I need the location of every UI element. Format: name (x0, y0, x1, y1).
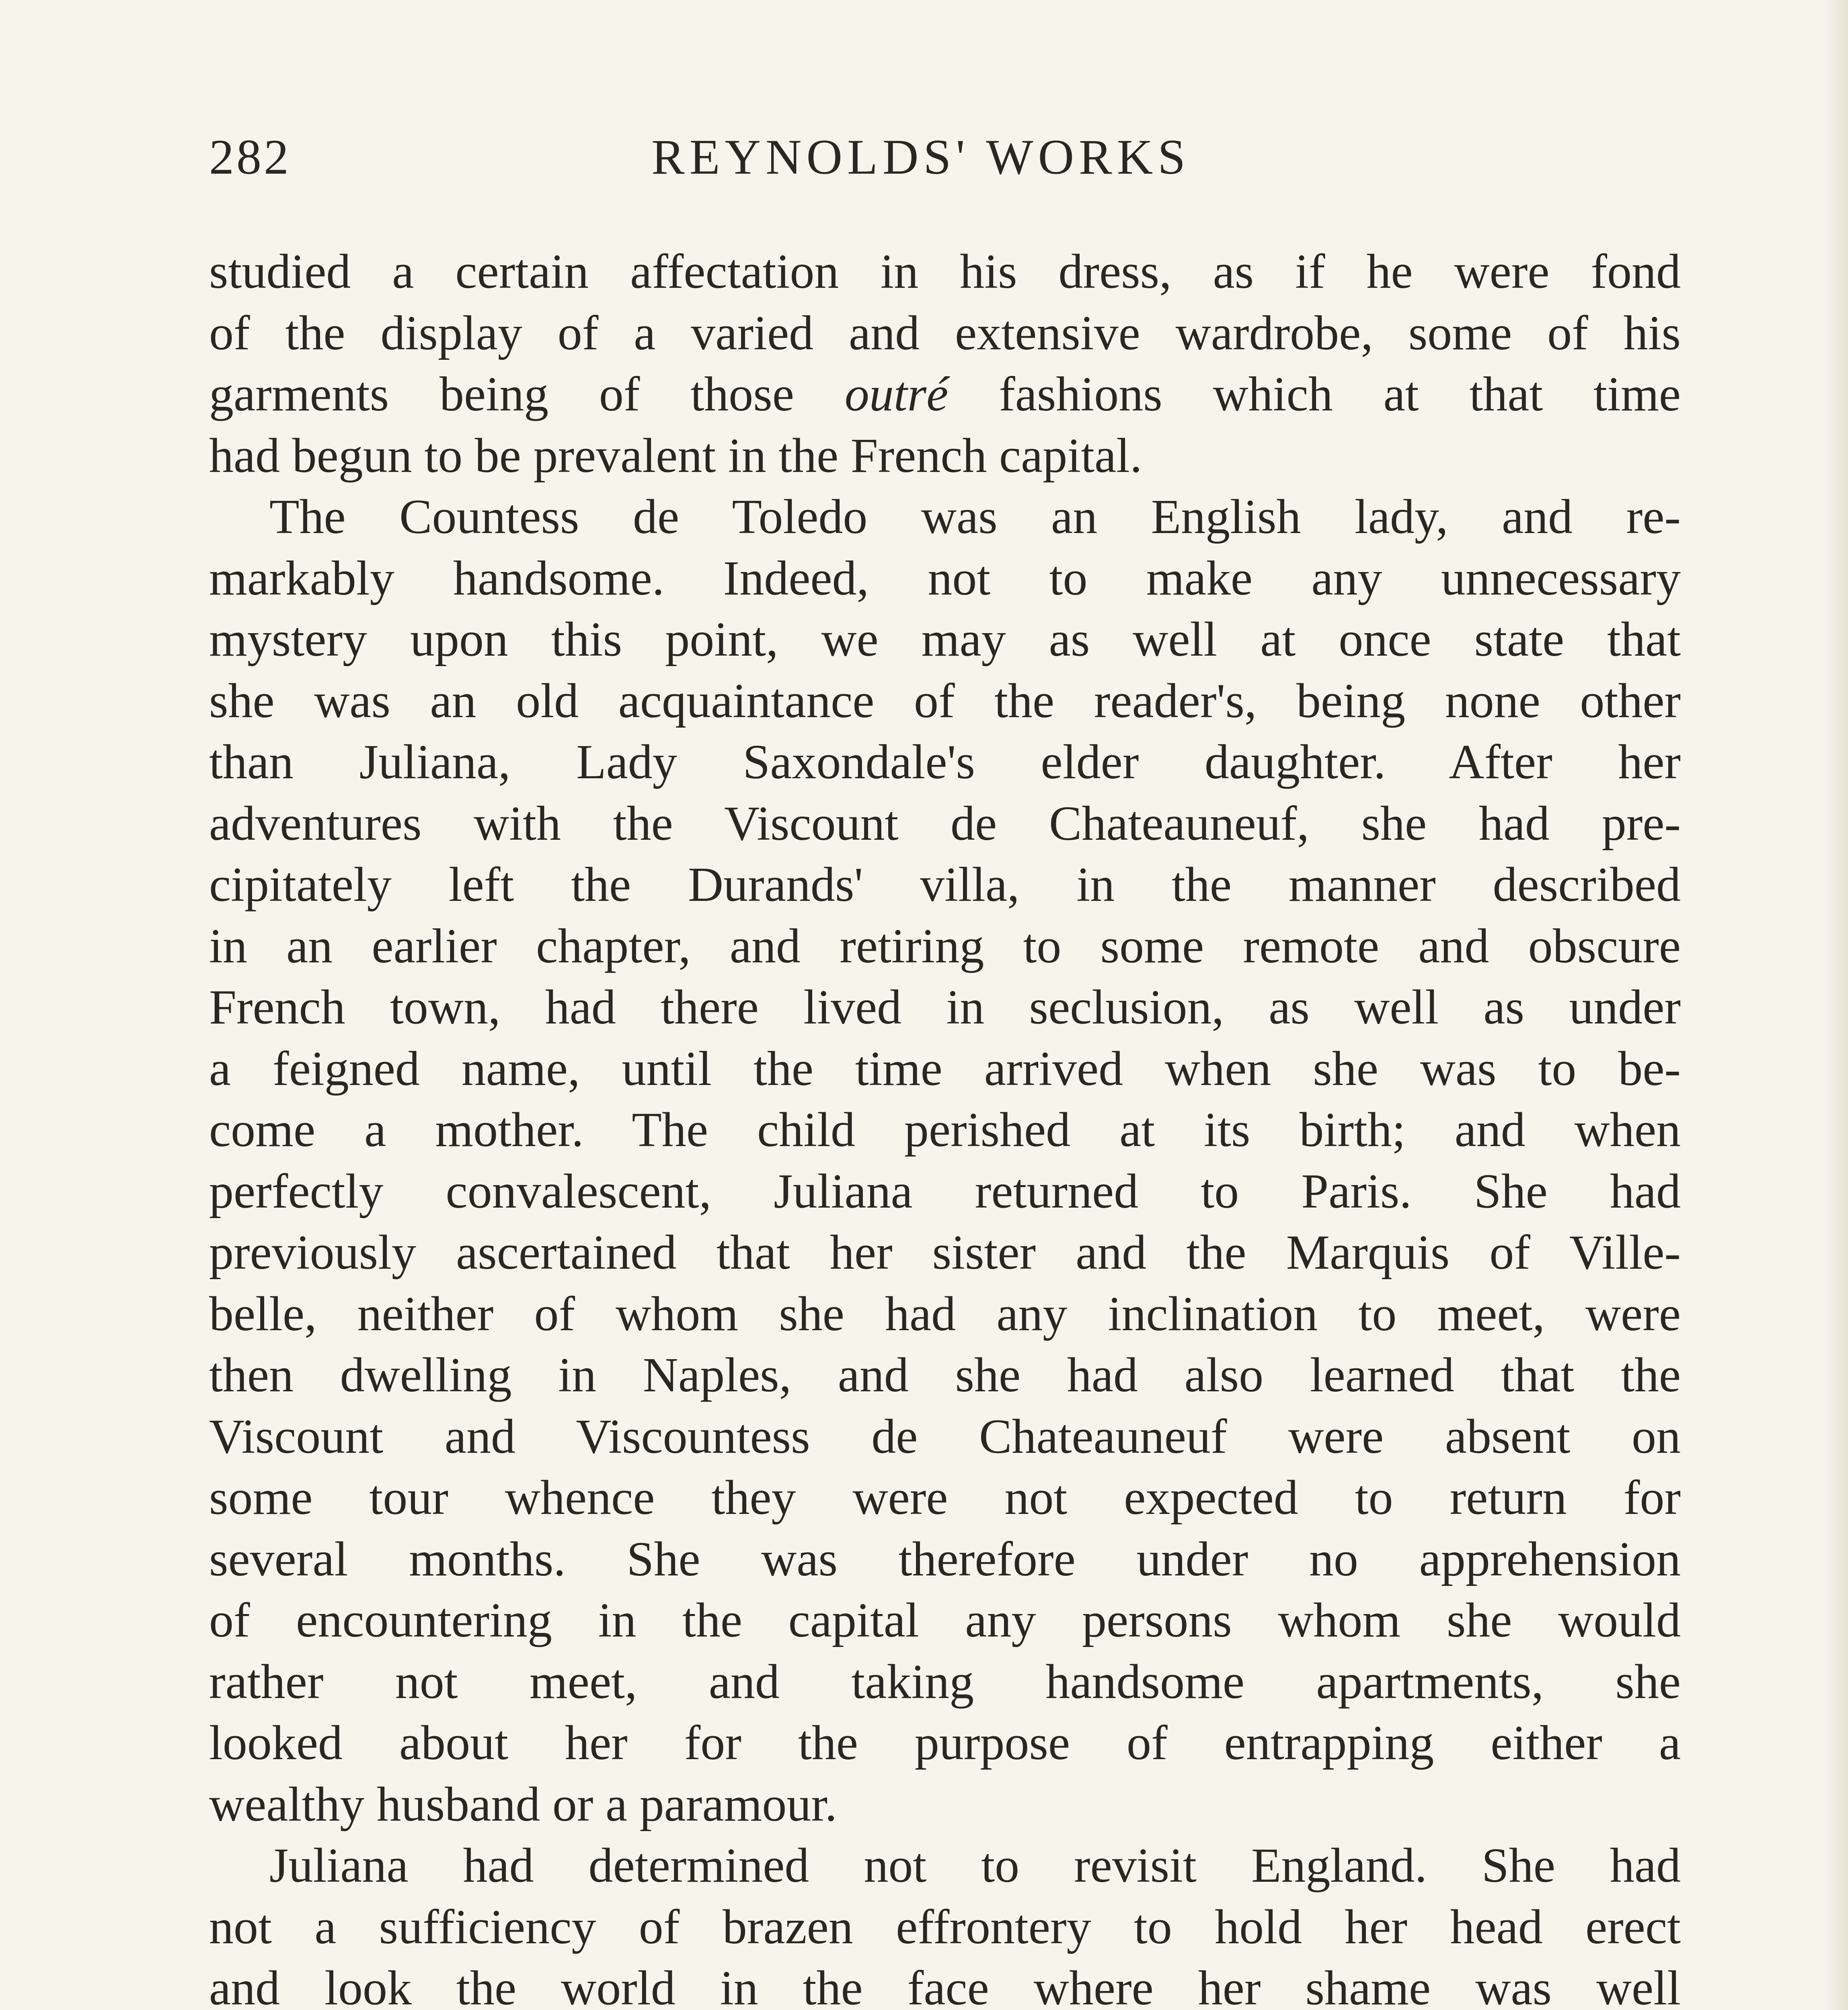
text-line: adventures with the Viscount de Chateauneuf, she had pre- (209, 796, 1681, 851)
page-number: 282 (209, 129, 291, 185)
text-line: and look the world in the face where her shame was well (209, 1961, 1681, 2010)
text-line: markably handsome. Indeed, not to make any unnecessary (209, 551, 1681, 605)
text-line: belle, neither of whom she had any inclination to meet, were (209, 1286, 1681, 1341)
text-line: studied a certain affectation in his dress, as if he were fond (209, 244, 1681, 299)
paragraph (209, 1835, 1681, 2010)
text-line: in an earlier chapter, and retiring to some remote and obscure (209, 919, 1681, 973)
body-text (209, 241, 1681, 2010)
text-line: of the display of a varied and extensive wardrobe, some of his (209, 306, 1681, 360)
text-line: not a sufficiency of brazen effrontery to hold her head erect (209, 1899, 1681, 1954)
text-line: a feigned name, until the time arrived when she was to be- (209, 1041, 1681, 1096)
text-line: then dwelling in Naples, and she had also learned that the (209, 1348, 1681, 1402)
text-line: some tour whence they were not expected to return for (209, 1471, 1681, 1525)
text-line: looked about her for the purpose of entrapping either a (209, 1716, 1681, 1770)
text-line: garments being of those outré fashions which at that time (209, 367, 1681, 421)
running-title: REYNOLDS' WORKS (651, 129, 1191, 185)
page-right-edge (1824, 0, 1848, 2010)
text-line: several months. She was therefore under no apprehension (209, 1532, 1681, 1586)
text-line: she was an old acquaintance of the reader's, being none other (209, 673, 1681, 728)
text-line: wealthy husband or a paramour. (209, 1777, 837, 1832)
text-line: mystery upon this point, we may as well at once state that (209, 612, 1681, 667)
text-line: previously ascertained that her sister and the Marquis of Ville- (209, 1225, 1681, 1280)
text-line: rather not meet, and taking handsome apartments, she (209, 1654, 1681, 1709)
text-line: cipitately left the Durands' villa, in the manner described (209, 857, 1681, 912)
text-line: Juliana had determined not to revisit England. She had (269, 1838, 1681, 1893)
text-line: of encountering in the capital any persons whom she would (209, 1593, 1681, 1647)
text-line: than Juliana, Lady Saxondale's elder daughter. After her (209, 735, 1681, 789)
text-line: perfectly convalescent, Juliana returned to Paris. She had (209, 1164, 1681, 1218)
paragraph (209, 241, 1681, 486)
text-line: come a mother. The child perished at its birth; and when (209, 1103, 1681, 1157)
page-header (209, 129, 1679, 193)
paragraph (209, 486, 1681, 1835)
text-line: Viscount and Viscountess de Chateauneuf were absent on (209, 1409, 1681, 1464)
text-line: French town, had there lived in seclusion, as well as under (209, 980, 1681, 1034)
text-line: The Countess de Toledo was an English lady, and re- (269, 490, 1681, 544)
text-line: had begun to be prevalent in the French capital. (209, 428, 1142, 483)
